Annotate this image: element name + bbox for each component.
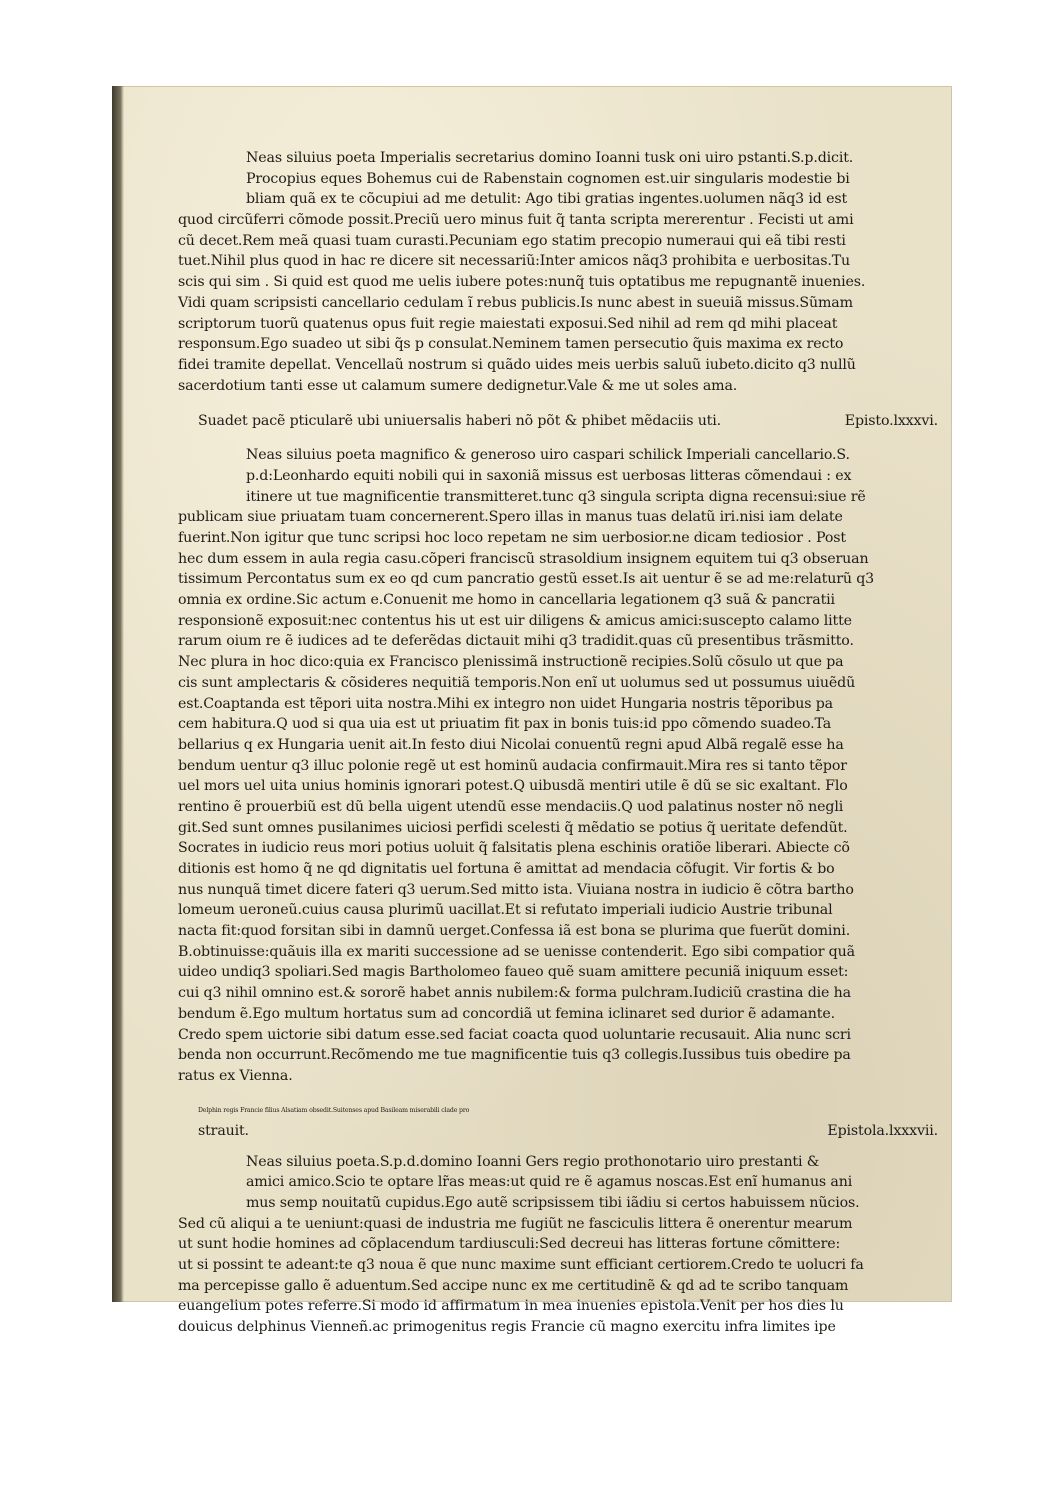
text-line: ratus ex Vienna. (178, 1067, 293, 1084)
letter-1 (178, 148, 938, 396)
text-line: B.obtinuisse:quãuis illa ex mariti successione ad se uenisse contenderit. Ego sibi compatior quã (178, 943, 855, 960)
text-line: est.Coaptanda est tẽpori uita nostra.Mihi ex integro non uidet Hungaria nostris tẽporibus pa (178, 695, 833, 712)
text-line: scriptorum tuorũ quatenus opus fuit regie maiestati exposui.Sed nihil ad rem qd mihi placeat (178, 315, 838, 332)
letter-3 (178, 1152, 938, 1338)
text-line: Vidi quam scripsisti cancellario cedulam ĩ rebus publicis.Is nunc abest in sueuiã missus.Sũmam (178, 294, 853, 311)
text-line: ditionis est homo q̃ ne qd dignitatis uel fortuna ẽ amittat ad mendacia cõfugit. Vir fortis & bo (178, 861, 835, 877)
text-line: omnia ex ordine.Sic actum e.Conuenit me homo in cancellaria legationem q3 suã & pancratii (178, 592, 835, 609)
text-line: rentino ẽ prouerbiũ est dũ bella uigent utendũ esse mendaciis.Q uod palatinus noster nõ negli (178, 798, 844, 815)
epistle-heading-86 (178, 411, 938, 433)
text-line: Sed cũ aliqui a te ueniunt:quasi de industria me fugiũt ne fasciculis littera ẽ onerentur mearum (178, 1215, 853, 1232)
text-line: lomeum ueroneũ.cuius causa plurimũ uacillat.Et si refutato imperiali iudicio Austrie tribunal (178, 902, 833, 919)
text-line: bendum ẽ.Ego multum hortatus sum ad concordiã ut femina iclinaret sed durior ẽ adamante. (178, 1005, 835, 1022)
text-line: ut si possint te adeant:te q3 noua ẽ que nunc maxime sunt efficiant certiorem.Credo te uolucri fa (178, 1257, 864, 1273)
text-line: cũ decet.Rem meã quasi tuam curasti.Pecuniam ego statim precopio numeraui qui eã tibi resti (178, 232, 846, 249)
manuscript-page (112, 86, 952, 1336)
epistle-heading-87 (178, 1101, 938, 1142)
text-line: uideo undiq3 spoliari.Sed magis Bartholomeo faueo quẽ suam amittere pecuniã iniquum esset: (178, 964, 849, 981)
text-line: git.Sed sunt omnes pusilanimes uiciosi perfidi scelesti q̃ mẽdatio se potius q̃ ueritate defendũt. (178, 819, 848, 836)
text-line: itinere ut tue magnificentie transmitteret.tunc q3 singula scripta digna recensui:siue rẽ (246, 488, 866, 505)
text-line: douicus delphinus Vienneñ.ac primogenitus regis Francie cũ magno exercitu infra limites ipe (178, 1319, 836, 1336)
text-line: ma percepisse gallo ẽ aduentum.Sed accipe nunc ex me certitudinẽ & qd ad te scribo tanquam (178, 1277, 849, 1294)
text-line: Credo spem uictorie sibi datum esse.sed faciat coacta quod uoluntarie recusauit. Alia nunc scri (178, 1026, 851, 1043)
text-line: fuerint.Non igitur que tunc scripsi hoc loco repetam ne sim uerbosior.ne dicam tediosior . Post (178, 530, 846, 546)
text-line: benda non occurrunt.Recõmendo me tue magnificentie tuis q3 collegis.Iussibus tuis obedire pa (178, 1047, 851, 1064)
heading-text: Delphin regis Francie filius Alsatiam obsedit.Suitenses apud Basileam miserabili clade pro (198, 1106, 470, 1114)
text-line: mus semp nouitatũ cupidus.Ego autẽ scripsissem tibi iãdiu si certos habuissem nũcios. (246, 1194, 860, 1211)
text-line: nacta fit:quod forsitan sibi in damnũ uerget.Confessa iã est bona se plurima que fuerũt domini. (178, 923, 851, 940)
text-line: Nec plura in hoc dico:quia ex Francisco plenissimã instructionẽ recipies.Solũ cõsulo ut que pa (178, 654, 844, 671)
text-block (178, 148, 938, 1338)
text-line: bellarius q ex Hungaria uenit ait.In festo diui Nicolai conuentũ regni apud Albã regalẽ esse ha (178, 736, 844, 753)
text-line: Neas siluius poeta.S.p.d.domino Ioanni Gers regio prothonotario uiro prestanti & (246, 1153, 820, 1170)
binding-gutter (112, 86, 124, 1302)
text-line: tissimum Percontatus sum ex eo qd cum pancratio gestũ esset.Is ait uentur ẽ se ad me:relaturũ q3 (178, 571, 875, 588)
text-line: cem habitura.Q uod si qua uia est ut priuatim fit pax in bonis tuis:id ppo cõmendo suadeo.Ta (178, 716, 832, 733)
text-line: bliam quã ex te cõcupiui ad me detulit: Ago tibi gratias ingentes.uolumen nãq3 id est (246, 191, 848, 208)
text-line: Neas siluius poeta Imperialis secretarius domino Ioanni tusk oni uiro pstanti.S.p.dicit. (246, 150, 854, 166)
text-line: bendum uentur q3 illuc polonie regẽ ut est hominũ audacia confirmauit.Mira res si tanto tẽpor (178, 757, 847, 774)
text-line: Procopius eques Bohemus cui de Rabenstain cognomen est.uir singularis modestie bi (246, 170, 850, 187)
text-line: uel mors uel uita unius hominis ignorari potest.Q uibusdã mentiri utile ẽ dũ se sic exaltant. Flo (178, 778, 848, 795)
text-line: p.d:Leonhardo equiti nobili qui in saxoniã missus est uerbosas litteras cõmendaui : ex (246, 467, 852, 484)
text-line: Neas siluius poeta magnifico & generoso uiro caspari schilick Imperiali cancellario.S. (246, 447, 850, 464)
heading-text: strauit. (198, 1123, 249, 1140)
text-line: rarum oium re ẽ iudices ad te deferẽdas dictauit mihi q3 tradidit.quas cũ presentibus trãsmitto. (178, 633, 854, 650)
text-line: sacerdotium tanti esse ut calamum sumere dedignetur.Vale & me ut soles ama. (178, 377, 738, 394)
text-line: tuet.Nihil plus quod in hac re dicere sit necessariũ:Inter amicos nãq3 prohibita e uerbositas.Tu (178, 253, 851, 270)
text-line: quod circũferri cõmode possit.Preciũ uero minus fuit q̃ tanta scripta mererentur . Fecisti ut ami (178, 212, 854, 229)
text-line: cui q3 nihil omnino est.& sororẽ habet annis nubilem:& forma pulchram.Iudiciũ crastina die ha (178, 985, 851, 1002)
text-line: cis sunt amplectaris & cõsideres nequitiã temporis.Non enĩ ut uolumus sed ut possumus uiuẽdũ (178, 674, 856, 691)
text-line: fidei tramite depellat. Vencellaũ nostrum si quãdo uides meis uerbis saluũ iubeto.dicito q3 nullũ (178, 356, 856, 373)
text-line: Socrates in iudicio reus mori potius uoluit q̃ falsitatis plena eschinis oratiõe liberari. Abiecte cõ (178, 840, 850, 857)
text-line: euangelium potes referre.Si modo id affirmatum in mea inuenies epistola.Venit per hos dies lu (178, 1298, 844, 1315)
text-line: hec dum essem in aula regia casu.cõperi franciscũ strasoldium insignem equitem tui q3 obseruan (178, 550, 869, 567)
text-line: amici amico.Scio te optare lr̃as meas:ut quid re ẽ agamus noscas.Est enĩ humanus ani (246, 1174, 853, 1191)
text-line: responsionẽ exposuit:nec contentus his ut est uir diligens & amicus amici:suscepto calamo litte (178, 612, 852, 629)
text-line: responsum.Ego suadeo ut sibi q̃s p consulat.Neminem tamen persecutio q̃uis maxima ex recto (178, 336, 844, 353)
text-line: scis qui sim . Si quid est quod me uelis iubere potes:nunq̃ tuis optatibus me repugnantẽ inuenies. (178, 274, 866, 291)
heading-text: Suadet pacẽ pticularẽ ubi uniuersalis haberi nõ põt & phibet mẽdaciis uti. (198, 413, 721, 430)
epistle-number: Epistola.lxxxvii. (827, 1123, 938, 1140)
text-line: publicam siue priuatam tuam concernerent.Spero illas in manus tuas delatũ iri.nisi iam delate (178, 509, 843, 526)
epistle-number: Episto.lxxxvi. (844, 413, 938, 430)
text-line: ut sunt hodie homines ad cõplacendum tardiusculi:Sed decreui has litteras fortune cõmittere: (178, 1236, 841, 1253)
letter-2 (178, 445, 938, 1086)
text-line: nus nunquã timet dicere fateri q3 uerum.Sed mitto ista. Viuiana nostra in iudicio ẽ cõtra bartho (178, 881, 854, 898)
